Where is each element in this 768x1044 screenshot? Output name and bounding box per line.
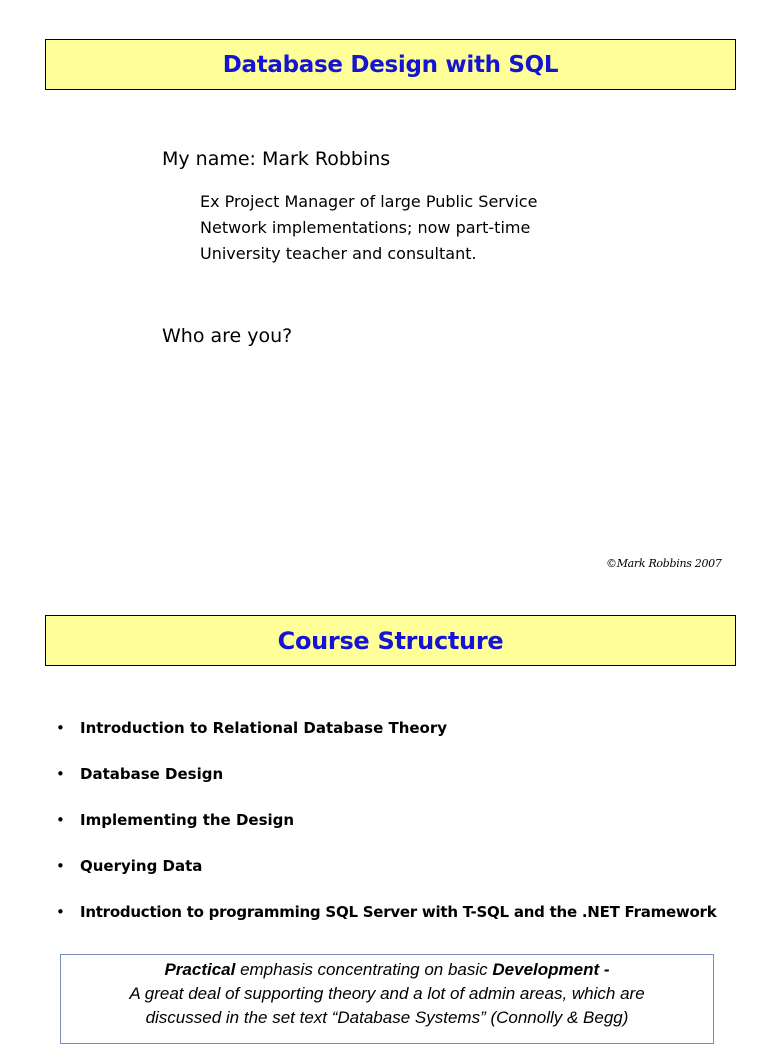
note-text: emphasis concentrating on basic — [235, 960, 493, 979]
list-item — [56, 903, 716, 921]
note-line: discussed in the set text “Database Systems” (Connolly & Begg) — [145, 1008, 629, 1027]
list-item-text: Implementing the Design — [80, 811, 295, 829]
presenter-name: My name: Mark Robbins — [162, 148, 391, 170]
bullet-icon: • — [56, 857, 65, 875]
list-item — [56, 765, 223, 783]
slide-title: Course Structure — [277, 626, 504, 655]
copyright-notice: ©Mark Robbins 2007 — [606, 557, 722, 570]
list-item-text: Database Design — [80, 765, 224, 783]
list-item — [56, 719, 447, 737]
list-item-text: Querying Data — [80, 857, 203, 875]
list-item — [56, 857, 202, 875]
bullet-icon: • — [56, 765, 65, 783]
list-item-text: Introduction to programming SQL Server with T-SQL and the .NET Framework — [80, 903, 717, 921]
note-development: Development - — [492, 960, 610, 979]
audience-question: Who are you? — [162, 325, 293, 347]
bullet-icon: • — [56, 903, 65, 921]
bio-line: University teacher and consultant. — [200, 244, 477, 263]
emphasis-note-box — [60, 954, 714, 1044]
list-item — [56, 811, 294, 829]
list-item-text: Introduction to Relational Database Theory — [80, 719, 448, 737]
bullet-icon: • — [56, 719, 65, 737]
slide-title: Database Design with SQL — [222, 51, 559, 78]
bullet-icon: • — [56, 811, 65, 829]
note-practical: Practical — [164, 960, 236, 979]
note-line: A great deal of supporting theory and a lot of admin areas, which are — [129, 984, 645, 1003]
note-line — [61, 958, 713, 982]
slide-title-box — [45, 615, 736, 666]
bio-line: Network implementations; now part-time — [200, 218, 531, 237]
slide-title-box — [45, 39, 736, 90]
bio-line: Ex Project Manager of large Public Service — [200, 192, 538, 211]
